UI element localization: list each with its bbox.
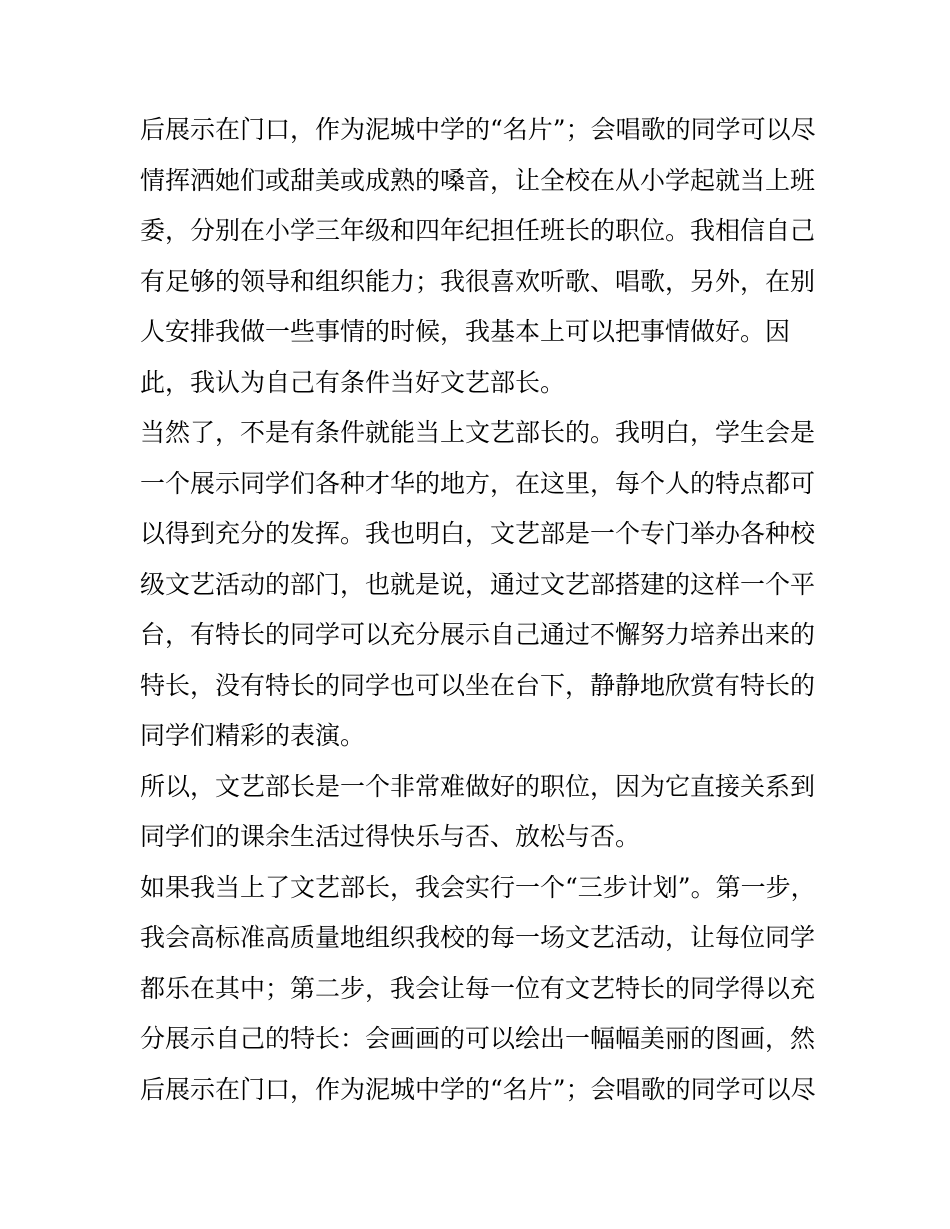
text-line: 有足够的领导和组织能力；我很喜欢听歌、唱歌，另外，在别 <box>140 266 816 296</box>
text-line: 同学们的课余生活过得快乐与否、放松与否。 <box>140 822 641 851</box>
text-line: 后展示在门口，作为泥城中学的“名片”；会唱歌的同学可以尽 <box>140 115 816 144</box>
text-line: 级文艺活动的部门，也就是说，通过文艺部搭建的这样一个平 <box>140 569 816 599</box>
text-line: 人安排我做一些事情的时候，我基本上可以把事情做好。因 <box>140 317 791 346</box>
text-line: 如果我当上了文艺部长，我会实行一个“三步计划”。第一步， <box>140 872 816 902</box>
text-line: 我会高标准高质量地组织我校的每一场文艺活动，让每位同学 <box>140 923 816 952</box>
text-line: 分展示自己的特长：会画画的可以绘出一幅幅美丽的图画，然 <box>140 1024 816 1053</box>
body-text <box>140 105 820 1115</box>
text-line: 委，分别在小学三年级和四年纪担任班长的职位。我相信自己 <box>140 216 816 245</box>
text-line: 同学们精彩的表演。 <box>140 721 366 750</box>
text-line: 特长，没有特长的同学也可以坐在台下，静静地欣赏有特长的 <box>140 670 816 700</box>
text-line: 都乐在其中；第二步，我会让每一位有文艺特长的同学得以充 <box>140 973 816 1003</box>
text-line: 以得到充分的发挥。我也明白，文艺部是一个专门举办各种校 <box>140 519 816 548</box>
text-line: 此，我认为自己有条件当好文艺部长。 <box>140 367 566 397</box>
text-line: 情挥洒她们或甜美或成熟的嗓音，让全校在从小学起就当上班 <box>140 165 816 195</box>
text-line: 当然了，不是有条件就能当上文艺部长的。我明白，学生会是 <box>140 418 816 447</box>
text-line: 所以，文艺部长是一个非常难做好的职位，因为它直接关系到 <box>140 771 816 801</box>
text-line: 一个展示同学们各种才华的地方，在这里，每个人的特点都可 <box>140 468 816 498</box>
text-line: 台，有特长的同学可以充分展示自己通过不懈努力培养出来的 <box>140 620 816 649</box>
text-line: 后展示在门口，作为泥城中学的“名片”；会唱歌的同学可以尽 <box>140 1074 816 1104</box>
